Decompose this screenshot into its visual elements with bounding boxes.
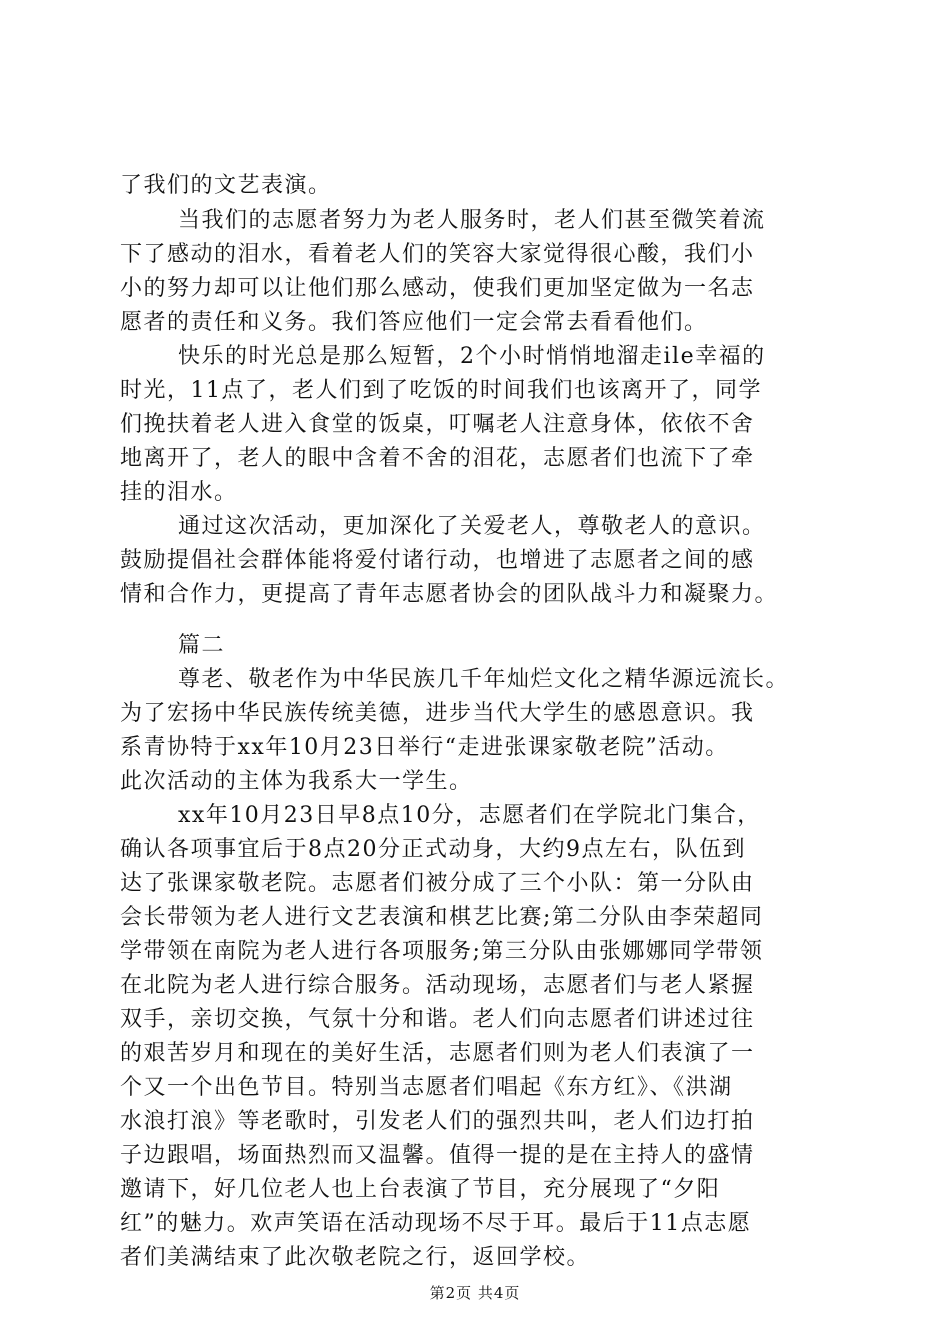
paragraph-line: 的艰苦岁月和现在的美好生活，志愿者们则为老人们表演了一	[120, 1041, 755, 1066]
paragraph-line: 会长带领为老人进行文艺表演和棋艺比赛;第二分队由李荣超同	[120, 905, 764, 930]
paragraph-line: 在北院为老人进行综合服务。活动现场，志愿者们与老人紧握	[120, 973, 755, 998]
paragraph-line: 个又一个出色节目。特别当志愿者们唱起《东方红》、《洪湖	[120, 1075, 733, 1100]
paragraph-line: 们挽扶着老人进入食堂的饭桌，叮嘱老人注意身体，依依不舍	[120, 412, 755, 437]
paragraph-line: 系青协特于xx年10月23日举行“走进张课家敬老院”活动。	[120, 735, 729, 760]
paragraph-line: 愿者的责任和义务。我们答应他们一定会常去看看他们。	[120, 310, 708, 335]
section-heading: 篇二	[178, 633, 226, 658]
paragraph-line: 通过这次活动，更加深化了关爱老人，尊敬老人的意识。	[178, 514, 766, 539]
paragraph-line: 下了感动的泪水，看着老人们的笑容大家觉得很心酸，我们小	[120, 242, 755, 267]
paragraph-line: 子边跟唱，场面热烈而又温馨。值得一提的是在主持人的盛情	[120, 1143, 755, 1168]
paragraph-line: 地离开了，老人的眼中含着不舍的泪花，志愿者们也流下了牵	[120, 446, 755, 471]
paragraph-line: 红”的魅力。欢声笑语在活动现场不尽于耳。最后于11点志愿	[120, 1211, 752, 1236]
paragraph-line: 确认各项事宜后于8点20分正式动身，大约9点左右，队伍到	[120, 837, 746, 862]
paragraph-line: 为了宏扬中华民族传统美德，进步当代大学生的感恩意识。我	[120, 701, 755, 726]
paragraph-line: 尊老、敬老作为中华民族几千年灿烂文化之精华源远流长。	[178, 667, 790, 692]
paragraph-line: 达了张课家敬老院。志愿者们被分成了三个小队：第一分队由	[120, 871, 755, 896]
paragraph-line: 学带领在南院为老人进行各项服务;第三分队由张娜娜同学带领	[120, 939, 764, 964]
paragraph-line: 此次活动的主体为我系大一学生。	[120, 769, 473, 794]
paragraph-line: 者们美满结束了此次敬老院之行，返回学校。	[120, 1245, 591, 1270]
paragraph-line: 时光，11点了，老人们到了吃饭的时间我们也该离开了，同学	[120, 378, 762, 403]
paragraph-line: 情和合作力，更提高了青年志愿者协会的团队战斗力和凝聚力。	[120, 582, 779, 607]
paragraph-line: 当我们的志愿者努力为老人服务时，老人们甚至微笑着流	[178, 208, 766, 233]
page-number-footer: 第2页 共4页	[429, 1284, 521, 1302]
paragraph-line: 水浪打浪》等老歌时，引发老人们的强烈共叫，老人们边打拍	[120, 1109, 755, 1134]
paragraph-line: 小的努力却可以让他们那么感动，使我们更加坚定做为一名志	[120, 276, 755, 301]
paragraph-line: 鼓励提倡社会群体能将爱付诸行动，也增进了志愿者之间的感	[120, 548, 755, 573]
paragraph-line: 双手，亲切交换，气氛十分和谐。老人们向志愿者们讲述过往	[120, 1007, 755, 1032]
paragraph-line: 了我们的文艺表演。	[120, 173, 332, 198]
paragraph-line: 快乐的时光总是那么短暂，2个小时悄悄地溜走ile幸福的	[178, 344, 766, 369]
paragraph-line: xx年10月23日早8点10分，志愿者们在学院北门集合，	[178, 803, 761, 828]
paragraph-line: 挂的泪水。	[120, 480, 238, 505]
paragraph-line: 邀请下，好几位老人也上台表演了节目，充分展现了“夕阳	[120, 1177, 721, 1202]
